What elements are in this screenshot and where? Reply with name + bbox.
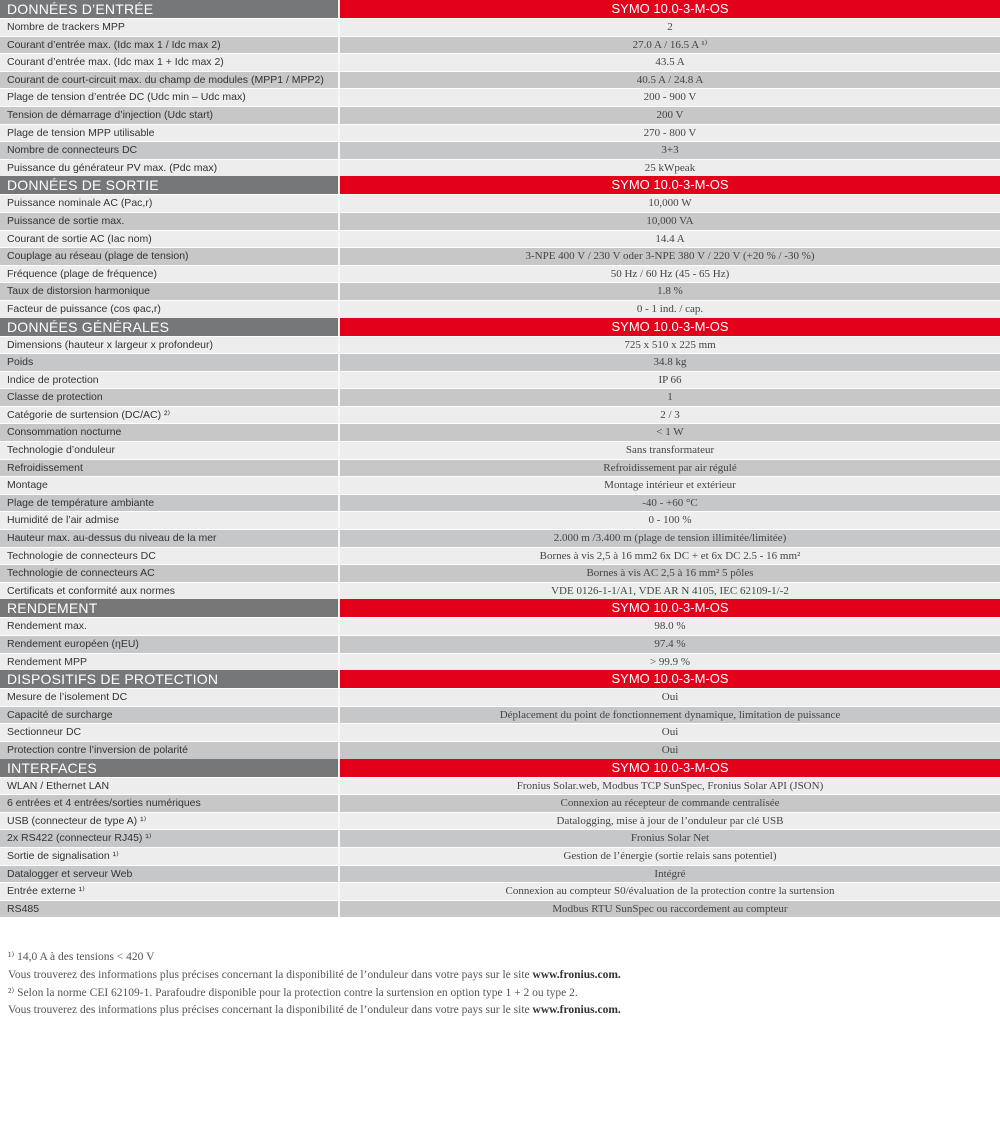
- row-value: Bornes à vis AC 2,5 à 16 mm² 5 pôles: [340, 565, 1000, 582]
- table-row: [0, 494, 1000, 512]
- footnote-2: ²⁾ Selon la norme CEI 62109-1. Parafoudre disponible pour la protection contre la surtension en option type 1 + 2 ou type 2.: [8, 986, 578, 999]
- table-row: [0, 564, 1000, 582]
- row-label: Courant d’entrée max. (Idc max 1 / Idc max 2): [0, 37, 340, 54]
- row-label: Nombre de trackers MPP: [0, 19, 340, 36]
- row-label: WLAN / Ethernet LAN: [0, 778, 340, 795]
- row-value: 3+3: [340, 142, 1000, 159]
- row-value: Bornes à vis 2,5 à 16 mm2 6x DC + et 6x DC 2.5 - 16 mm²: [340, 548, 1000, 565]
- table-row: [0, 900, 1000, 918]
- row-label: Fréquence (plage de fréquence): [0, 266, 340, 283]
- table-row: [0, 88, 1000, 106]
- row-label: Courant d’entrée max. (Idc max 1 + Idc max 2): [0, 54, 340, 71]
- row-label: Catégorie de surtension (DC/AC) ²⁾: [0, 407, 340, 424]
- availability-note-2: [8, 1002, 621, 1020]
- row-value: Connexion au compteur S0/évaluation de la protection contre la surtension: [340, 883, 1000, 900]
- row-value: 34.8 kg: [340, 354, 1000, 371]
- footnotes: [8, 949, 621, 1020]
- row-label: Sortie de signalisation ¹⁾: [0, 848, 340, 865]
- website-link[interactable]: www.fronius.com.: [532, 1004, 621, 1017]
- table-row: [0, 847, 1000, 865]
- row-value: 1: [340, 389, 1000, 406]
- row-value: > 99.9 %: [340, 654, 1000, 671]
- model-header: SYMO 10.0-3-M-OS: [340, 670, 1000, 688]
- table-row: [0, 106, 1000, 124]
- row-value: Oui: [340, 724, 1000, 741]
- section-header: [0, 0, 1000, 18]
- row-label: Rendement MPP: [0, 654, 340, 671]
- row-value: Sans transformateur: [340, 442, 1000, 459]
- row-label: Couplage au réseau (plage de tension): [0, 248, 340, 265]
- table-row: [0, 865, 1000, 883]
- row-value: 98.0 %: [340, 618, 1000, 635]
- row-value: 200 - 900 V: [340, 89, 1000, 106]
- table-row: [0, 230, 1000, 248]
- table-row: [0, 371, 1000, 389]
- row-value: 2: [340, 19, 1000, 36]
- table-row: [0, 582, 1000, 600]
- row-label: Certificats et conformité aux normes: [0, 583, 340, 600]
- row-label: Mesure de l’isolement DC: [0, 689, 340, 706]
- table-row: [0, 688, 1000, 706]
- table-row: [0, 423, 1000, 441]
- row-label: Montage: [0, 477, 340, 494]
- table-row: [0, 124, 1000, 142]
- table-row: [0, 777, 1000, 795]
- table-row: [0, 812, 1000, 830]
- row-value: -40 - +60 °C: [340, 495, 1000, 512]
- row-label: Dimensions (hauteur x largeur x profondeur): [0, 337, 340, 354]
- row-value: Fronius Solar Net: [340, 830, 1000, 847]
- row-value: Datalogging, mise à jour de l’onduleur par clé USB: [340, 813, 1000, 830]
- row-label: Technologie de connecteurs DC: [0, 548, 340, 565]
- section-header: [0, 176, 1000, 194]
- table-row: [0, 441, 1000, 459]
- table-row: [0, 706, 1000, 724]
- section-title: INTERFACES: [0, 759, 340, 777]
- table-row: [0, 212, 1000, 230]
- availability-text: Vous trouverez des informations plus précises concernant la disponibilité de l’onduleur dans votre pays sur le site: [8, 968, 530, 981]
- row-label: Facteur de puissance (cos φac,r): [0, 301, 340, 318]
- row-value: 0 - 100 %: [340, 512, 1000, 529]
- model-header: SYMO 10.0-3-M-OS: [340, 176, 1000, 194]
- row-label: Plage de température ambiante: [0, 495, 340, 512]
- table-row: [0, 882, 1000, 900]
- row-label: 2x RS422 (connecteur RJ45) ¹⁾: [0, 830, 340, 847]
- row-value: Refroidissement par air régulé: [340, 460, 1000, 477]
- table-row: [0, 18, 1000, 36]
- row-label: Sectionneur DC: [0, 724, 340, 741]
- row-value: 200 V: [340, 107, 1000, 124]
- row-label: Refroidissement: [0, 460, 340, 477]
- row-label: Datalogger et serveur Web: [0, 866, 340, 883]
- row-label: Indice de protection: [0, 372, 340, 389]
- section-title: RENDEMENT: [0, 599, 340, 617]
- row-label: Courant de sortie AC (Iac nom): [0, 231, 340, 248]
- row-value: 2 / 3: [340, 407, 1000, 424]
- row-value: 1.8 %: [340, 283, 1000, 300]
- section-header: [0, 599, 1000, 617]
- row-value: 725 x 510 x 225 mm: [340, 337, 1000, 354]
- table-row: [0, 336, 1000, 354]
- row-value: 43.5 A: [340, 54, 1000, 71]
- row-value: 40.5 A / 24.8 A: [340, 72, 1000, 89]
- footnote-1: ¹⁾ 14,0 A à des tensions < 420 V: [8, 951, 155, 963]
- row-value: Oui: [340, 689, 1000, 706]
- table-row: [0, 459, 1000, 477]
- row-label: Protection contre l’inversion de polarité: [0, 742, 340, 759]
- table-row: [0, 36, 1000, 54]
- row-label: Technologie d’onduleur: [0, 442, 340, 459]
- row-value: Intégré: [340, 866, 1000, 883]
- website-link[interactable]: www.fronius.com.: [532, 968, 621, 981]
- row-value: 50 Hz / 60 Hz (45 - 65 Hz): [340, 266, 1000, 283]
- row-label: Humidité de l’air admise: [0, 512, 340, 529]
- row-value: 10,000 VA: [340, 213, 1000, 230]
- row-label: Hauteur max. au-dessus du niveau de la mer: [0, 530, 340, 547]
- table-row: [0, 300, 1000, 318]
- model-header: SYMO 10.0-3-M-OS: [340, 599, 1000, 617]
- row-value: 10,000 W: [340, 195, 1000, 212]
- table-row: [0, 247, 1000, 265]
- row-value: 0 - 1 ind. / cap.: [340, 301, 1000, 318]
- availability-note-1: [8, 967, 621, 985]
- row-value: 97.4 %: [340, 636, 1000, 653]
- row-label: Entrée externe ¹⁾: [0, 883, 340, 900]
- row-value: 14.4 A: [340, 231, 1000, 248]
- row-value: Connexion au récepteur de commande centralisée: [340, 795, 1000, 812]
- table-row: [0, 741, 1000, 759]
- section-title: DONNÉES GÉNÉRALES: [0, 318, 340, 336]
- row-value: Modbus RTU SunSpec ou raccordement au compteur: [340, 901, 1000, 918]
- section-header: [0, 670, 1000, 688]
- table-row: [0, 141, 1000, 159]
- row-value: Oui: [340, 742, 1000, 759]
- row-label: Taux de distorsion harmonique: [0, 283, 340, 300]
- row-label: Rendement européen (ηEU): [0, 636, 340, 653]
- row-label: Consommation nocturne: [0, 424, 340, 441]
- section-title: DONNÉES DE SORTIE: [0, 176, 340, 194]
- table-row: [0, 547, 1000, 565]
- table-row: [0, 653, 1000, 671]
- row-value: 25 kWpeak: [340, 160, 1000, 177]
- row-label: Plage de tension MPP utilisable: [0, 125, 340, 142]
- row-label: Puissance nominale AC (Pac,r): [0, 195, 340, 212]
- model-header: SYMO 10.0-3-M-OS: [340, 0, 1000, 18]
- table-row: [0, 282, 1000, 300]
- table-row: [0, 794, 1000, 812]
- row-value: 27.0 A / 16.5 A ¹⁾: [340, 37, 1000, 54]
- row-label: Nombre de connecteurs DC: [0, 142, 340, 159]
- table-row: [0, 265, 1000, 283]
- table-row: [0, 476, 1000, 494]
- table-row: [0, 406, 1000, 424]
- section-title: DONNÉES D’ENTRÉE: [0, 0, 340, 18]
- availability-text: Vous trouverez des informations plus précises concernant la disponibilité de l’onduleur dans votre pays sur le site: [8, 1004, 530, 1017]
- row-value: IP 66: [340, 372, 1000, 389]
- table-row: [0, 388, 1000, 406]
- row-value: Déplacement du point de fonctionnement dynamique, limitation de puissance: [340, 707, 1000, 724]
- table-row: [0, 829, 1000, 847]
- table-row: [0, 617, 1000, 635]
- row-value: 270 - 800 V: [340, 125, 1000, 142]
- row-value: VDE 0126-1-1/A1, VDE AR N 4105, IEC 62109-1/-2: [340, 583, 1000, 600]
- section-header: [0, 759, 1000, 777]
- section-header: [0, 318, 1000, 336]
- row-value: Gestion de l’énergie (sortie relais sans potentiel): [340, 848, 1000, 865]
- row-label: Tension de démarrage d’injection (Udc start): [0, 107, 340, 124]
- row-label: Capacité de surcharge: [0, 707, 340, 724]
- row-label: RS485: [0, 901, 340, 918]
- model-header: SYMO 10.0-3-M-OS: [340, 318, 1000, 336]
- row-value: 2.000 m /3.400 m (plage de tension illimitée/limitée): [340, 530, 1000, 547]
- row-label: 6 entrées et 4 entrées/sorties numériques: [0, 795, 340, 812]
- row-label: Poids: [0, 354, 340, 371]
- model-header: SYMO 10.0-3-M-OS: [340, 759, 1000, 777]
- table-row: [0, 353, 1000, 371]
- table-row: [0, 635, 1000, 653]
- table-row: [0, 159, 1000, 177]
- table-row: [0, 194, 1000, 212]
- row-value: Montage intérieur et extérieur: [340, 477, 1000, 494]
- row-value: Fronius Solar.web, Modbus TCP SunSpec, Fronius Solar API (JSON): [340, 778, 1000, 795]
- row-label: Classe de protection: [0, 389, 340, 406]
- row-label: Courant de court-circuit max. du champ de modules (MPP1 / MPP2): [0, 72, 340, 89]
- row-value: 3-NPE 400 V / 230 V oder 3-NPE 380 V / 220 V (+20 % / -30 %): [340, 248, 1000, 265]
- table-row: [0, 529, 1000, 547]
- row-label: Rendement max.: [0, 618, 340, 635]
- table-row: [0, 71, 1000, 89]
- section-title: DISPOSITIFS DE PROTECTION: [0, 670, 340, 688]
- row-value: < 1 W: [340, 424, 1000, 441]
- table-row: [0, 53, 1000, 71]
- row-label: Plage de tension d’entrée DC (Udc min – Udc max): [0, 89, 340, 106]
- row-label: Puissance de sortie max.: [0, 213, 340, 230]
- row-label: USB (connecteur de type A) ¹⁾: [0, 813, 340, 830]
- table-row: [0, 511, 1000, 529]
- row-label: Puissance du générateur PV max. (Pdc max): [0, 160, 340, 177]
- row-label: Technologie de connecteurs AC: [0, 565, 340, 582]
- table-row: [0, 723, 1000, 741]
